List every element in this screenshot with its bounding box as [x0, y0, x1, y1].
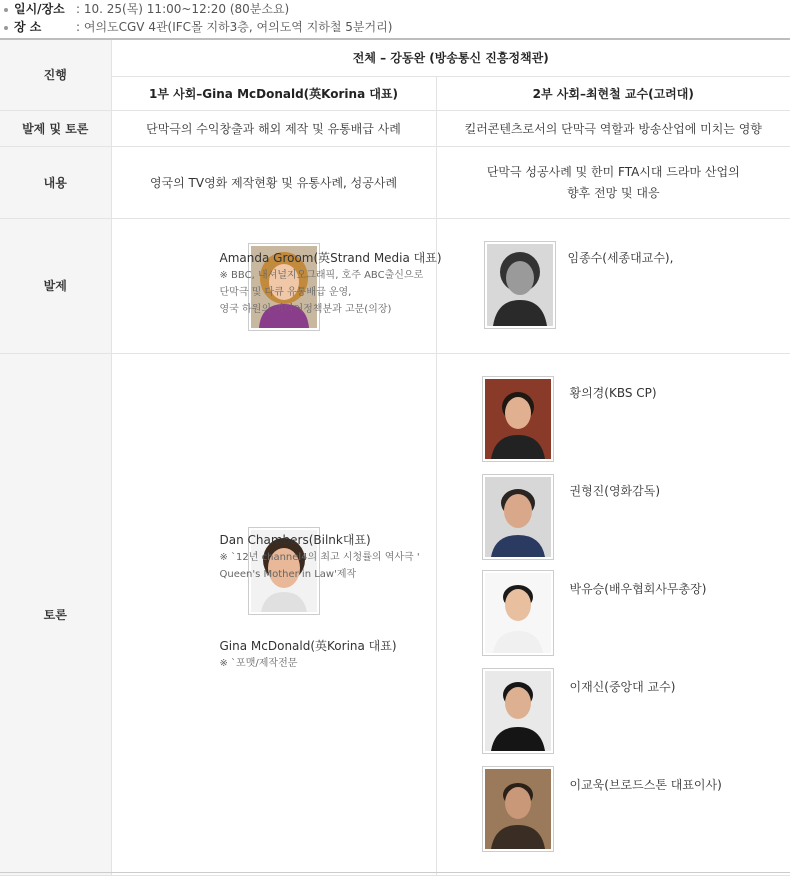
- topic-part2: 킬러콘텐츠로서의 단막극 역할과 방송산업에 미치는 영향: [436, 110, 790, 146]
- dan-chambers-name: Dan Chambers(Bilnk대표): [220, 531, 371, 548]
- dan-chambers-desc-2: Queen's Mother in Law'제작: [220, 566, 357, 583]
- panel-photo-5: [482, 766, 554, 852]
- discussion-part1: [111, 353, 436, 875]
- date-row: [4, 0, 289, 18]
- panel-photo-1: [482, 376, 554, 462]
- panel-name-4: 이재신(중앙대 교수): [570, 678, 676, 695]
- panel-name-5: 이교욱(브로드스톤 대표이사): [570, 776, 722, 793]
- portrait-icon: [485, 671, 551, 751]
- place-row: [4, 18, 392, 36]
- panel-photo-2: [482, 474, 554, 560]
- amanda-groom-desc-1: ※ BBC, 내셔널지오그래픽, 호주 ABC출신으로: [220, 267, 424, 284]
- discussion-part2: [436, 353, 790, 875]
- panel-name-2: 권형진(영화감독): [570, 482, 661, 499]
- lim-jongsu-photo: [484, 241, 556, 329]
- moderator-part1: 1부 사회–Gina McDonald(英Korina 대표): [111, 76, 436, 110]
- portrait-icon: [487, 244, 553, 326]
- panel-name-1: 황의경(KBS CP): [570, 384, 657, 401]
- bullet-icon: [4, 8, 8, 12]
- gina-mcdonald-desc-1: ※ `포맷/제작전문: [220, 655, 298, 672]
- date-label: 일시/장소: [14, 0, 76, 18]
- amanda-groom-desc-2: 단막극 및 다큐 유통배급 운영,: [220, 284, 352, 301]
- moderator-label: 진행: [0, 40, 111, 110]
- portrait-icon: [485, 769, 551, 849]
- discussion-label: 토론: [0, 353, 111, 875]
- amanda-groom-desc-3: 영국 하원의 미디어정책분과 고문(의장): [220, 301, 392, 318]
- topic-label: 발제 및 토론: [0, 110, 111, 146]
- gina-mcdonald-name: Gina McDonald(英Korina 대표): [220, 637, 397, 654]
- portrait-icon: [485, 379, 551, 459]
- place-value: : 여의도CGV 4관(IFC몰 지하3층, 여의도역 지하철 5분거리): [76, 20, 392, 34]
- moderator-overall: 전체 – 강동완 (방송통신 진흥정책관): [111, 40, 790, 76]
- dan-chambers-desc-1: ※ `12년 channel4의 최고 시청률의 역사극 ': [220, 549, 420, 566]
- presentation-part1: [111, 218, 436, 353]
- content-part2: [436, 146, 790, 218]
- content-part2-line2: 향후 전망 및 대응: [437, 184, 790, 201]
- date-value: : 10. 25(목) 11:00~12:20 (80분소요): [76, 2, 289, 16]
- amanda-groom-name: Amanda Groom(英Strand Media 대표): [220, 249, 442, 266]
- lim-jongsu-name: 임종수(세종대교수),: [568, 249, 674, 266]
- portrait-icon: [485, 477, 551, 557]
- presentation-part2: [436, 218, 790, 353]
- schedule-table: [0, 40, 790, 876]
- topic-part1: 단막극의 수익창출과 해외 제작 및 유통배급 사례: [111, 110, 436, 146]
- place-label: 장 소: [14, 18, 76, 36]
- content-label: 내용: [0, 146, 111, 218]
- presentation-label: 발제: [0, 218, 111, 353]
- portrait-icon: [485, 573, 551, 653]
- content-part2-line1: 단막극 성공사례 및 한미 FTA시대 드라마 산업의: [437, 163, 790, 180]
- panel-photo-4: [482, 668, 554, 754]
- content-part1: 영국의 TV영화 제작현황 및 유통사례, 성공사례: [111, 146, 436, 218]
- panel-name-3: 박유승(배우협회사무총장): [570, 580, 707, 597]
- bullet-icon: [4, 26, 8, 30]
- moderator-part2: 2부 사회–최현철 교수(고려대): [436, 76, 790, 110]
- panel-photo-3: [482, 570, 554, 656]
